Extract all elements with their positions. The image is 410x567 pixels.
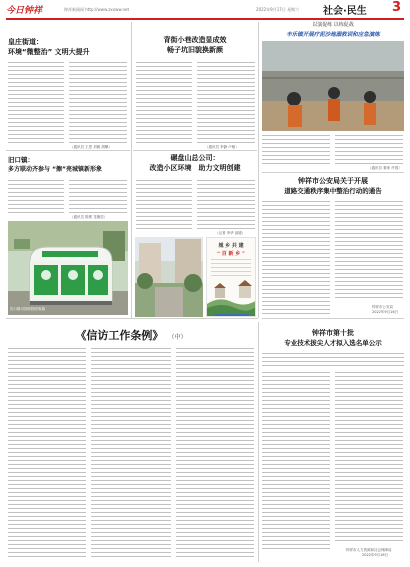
fire-training-title: 丰乐镇开展疗泥沙地溺救训和应急演练 bbox=[286, 32, 380, 38]
fire-training-byline: （通讯员 秦家 许国） bbox=[368, 166, 402, 170]
column-divider bbox=[258, 322, 259, 562]
article-title-alley-line1: 背街小巷改造显成效 bbox=[163, 36, 227, 44]
article-body-alley-col2 bbox=[197, 62, 255, 144]
talent-list-names-col1 bbox=[262, 372, 330, 552]
community-photo bbox=[135, 237, 203, 317]
fire-training-photo bbox=[262, 41, 404, 131]
article-title-huangzhuang-line2: 环境“微整治” 文明大提升 bbox=[8, 48, 90, 56]
recycling-bin-photo bbox=[8, 221, 128, 315]
section-divider bbox=[6, 318, 258, 319]
column-divider bbox=[131, 22, 132, 318]
promo-banner-line2: “ 百 新 乡 ” bbox=[217, 251, 245, 257]
article-body-jiukou-col2 bbox=[69, 180, 127, 214]
article-title-alley-line2: 畅子坑旧貌换新颜 bbox=[167, 46, 223, 54]
article-byline-huangzhuang: （通讯员 王思 刘朝 胡攀） bbox=[70, 145, 112, 149]
recycling-bin-caption: 旧口镇可回收物回收箱 bbox=[10, 307, 45, 311]
article-body-huangzhuang-col1 bbox=[8, 62, 64, 144]
article-byline-jiukou: （通讯员 陈维 龙楷苗） bbox=[70, 215, 108, 219]
fire-training-illustration bbox=[262, 41, 404, 131]
fire-training-kicker: 以演促练 以练促战 bbox=[312, 22, 354, 28]
column-divider bbox=[258, 22, 259, 318]
petition-regulation-header bbox=[6, 324, 256, 344]
police-notice-signature: 钟祥市公安局 bbox=[372, 305, 393, 309]
police-notice-date: 2022年9月16日 bbox=[372, 310, 399, 314]
community-illustration bbox=[135, 237, 203, 317]
promo-banner bbox=[206, 237, 256, 317]
article-body-alley-col1 bbox=[136, 62, 192, 144]
petition-body-col1 bbox=[8, 348, 86, 560]
masthead-rule bbox=[6, 18, 404, 20]
petition-body-col2 bbox=[91, 348, 171, 560]
petition-regulation-title: 《信访工作条例》 bbox=[75, 329, 164, 342]
talent-list-intro bbox=[262, 353, 404, 369]
talent-list-signature: 钟祥市人力资源和社会保障局 bbox=[346, 548, 392, 552]
page-number: 3 bbox=[392, 0, 402, 15]
talent-list-title-line2: 专业技术拔尖人才拟入选名单公示 bbox=[284, 339, 382, 347]
talent-list-date: 2022年9月16日 bbox=[362, 553, 389, 557]
article-title-community-line2: 改造小区环境 助力文明创建 bbox=[149, 164, 241, 172]
masthead-date: 2022年9月17日 星期六 bbox=[256, 7, 300, 12]
article-divider bbox=[262, 172, 404, 173]
talent-list-names-col2 bbox=[335, 372, 403, 544]
police-notice-title-line1: 钟祥市公安局关于开展 bbox=[298, 177, 368, 185]
article-title-jiukou-line2: 多方联动齐参与 “擦”亮城镇新形象 bbox=[8, 166, 102, 173]
promo-banner-text bbox=[211, 259, 251, 277]
article-divider bbox=[133, 150, 257, 151]
article-byline-alley: （通讯员 李静 卢敏） bbox=[205, 145, 239, 149]
article-title-jiukou-line1: 旧口镇： bbox=[8, 156, 34, 164]
talent-list-title-line1: 钟祥市第十批 bbox=[312, 329, 354, 337]
article-body-community-col1 bbox=[136, 180, 192, 230]
article-body-community-col2 bbox=[197, 180, 255, 230]
police-notice-body-col1 bbox=[262, 201, 330, 314]
petition-regulation-part: （中） bbox=[168, 334, 187, 341]
article-title-community-line1: 碾盘山总公司： bbox=[170, 154, 220, 162]
police-notice-body-col2 bbox=[335, 201, 403, 301]
masthead-url: 钟祥新闻网 http://www.zxxww.net bbox=[64, 7, 130, 12]
section-title: 社会·民生 bbox=[323, 6, 367, 17]
article-body-huangzhuang-col2 bbox=[69, 62, 127, 144]
promo-banner-line1: 城 乡 共 建 bbox=[218, 243, 244, 249]
police-notice-title-line2: 道路交通秩序集中整治行动的通告 bbox=[284, 187, 382, 195]
article-byline-community: （记者 李华 邱媛） bbox=[215, 231, 246, 235]
article-divider bbox=[6, 150, 130, 151]
fire-training-body-col2 bbox=[335, 135, 403, 165]
petition-body-col3 bbox=[176, 348, 254, 560]
recycling-bin-illustration bbox=[8, 221, 128, 315]
paper-name: 今日钟祥 bbox=[6, 6, 43, 16]
fire-training-body-col1 bbox=[262, 135, 330, 165]
article-body-jiukou-col1 bbox=[8, 180, 64, 214]
article-divider bbox=[262, 318, 404, 319]
article-title-huangzhuang-line1: 皇庄街道： bbox=[8, 38, 43, 46]
